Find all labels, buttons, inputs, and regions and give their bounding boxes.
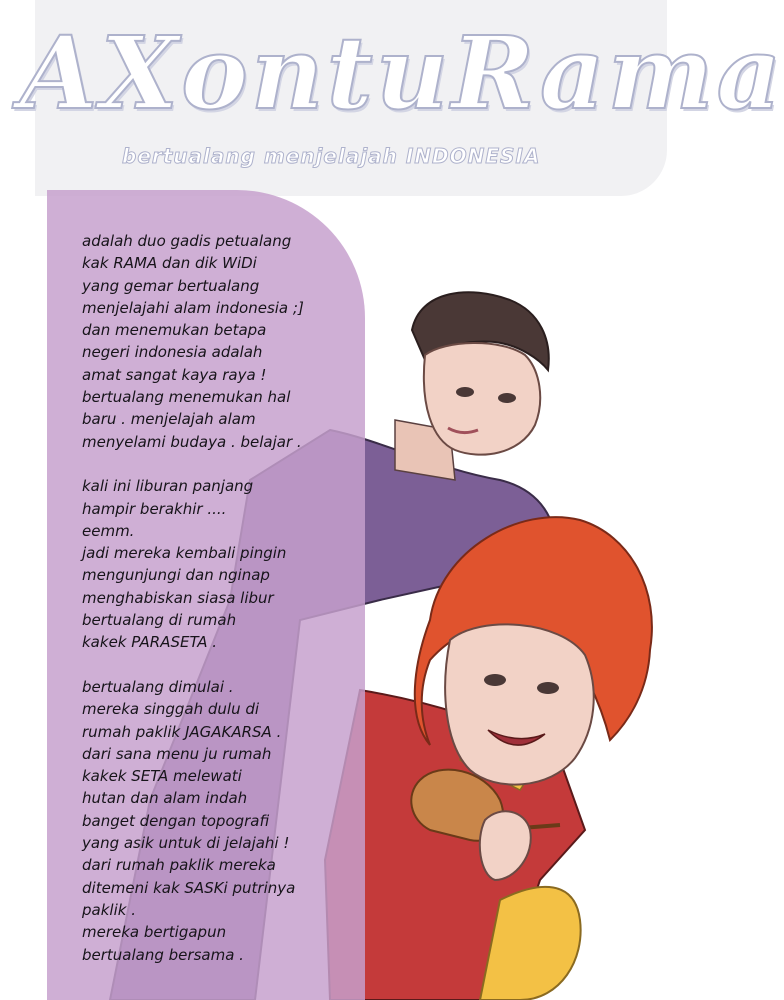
logo-title: AXontuRama: [20, 14, 784, 132]
story-paragraph-1: adalah duo gadis petualang kak RAMA dan dik WiDi yang gemar bertualang menjelajahi alam indonesia ;] dan menemukan betapa negeri indonesia adalah amat sangat kaya raya ! bertualang menemukan hal baru . menjelajah alam menyelami budaya . belajar .: [82, 232, 304, 451]
story-paragraph-3: bertualang dimulai . mereka singgah dulu di rumah paklik JAGAKARSA . dari sana menu ju rumah kakek SETA melewati hutan dan alam indah banget dengan topografi yang asik untuk di jelajahi ! dari rumah paklik mereka ditemeni kak SASKi putrinya paklik . mereka bertigapun bertualang bersama .: [82, 677, 296, 964]
older-girl-eye-left: [456, 387, 474, 397]
logo-subtitle: bertualang menjelajah INDONESIA: [122, 144, 541, 168]
younger-girl-face: [445, 624, 594, 784]
story-paragraph-2: kali ini liburan panjang hampir berakhir .... eemm. jadi mereka kembali pingin mengunjungi dan nginap menghabiskan siasa libur bertualang di rumah kakek PARASETA .: [82, 477, 287, 652]
story-text: [82, 230, 352, 966]
younger-girl-eye-left: [484, 674, 506, 686]
older-girl-face: [424, 343, 540, 455]
younger-girl-eye-right: [537, 682, 559, 694]
older-girl-eye-right: [498, 393, 516, 403]
